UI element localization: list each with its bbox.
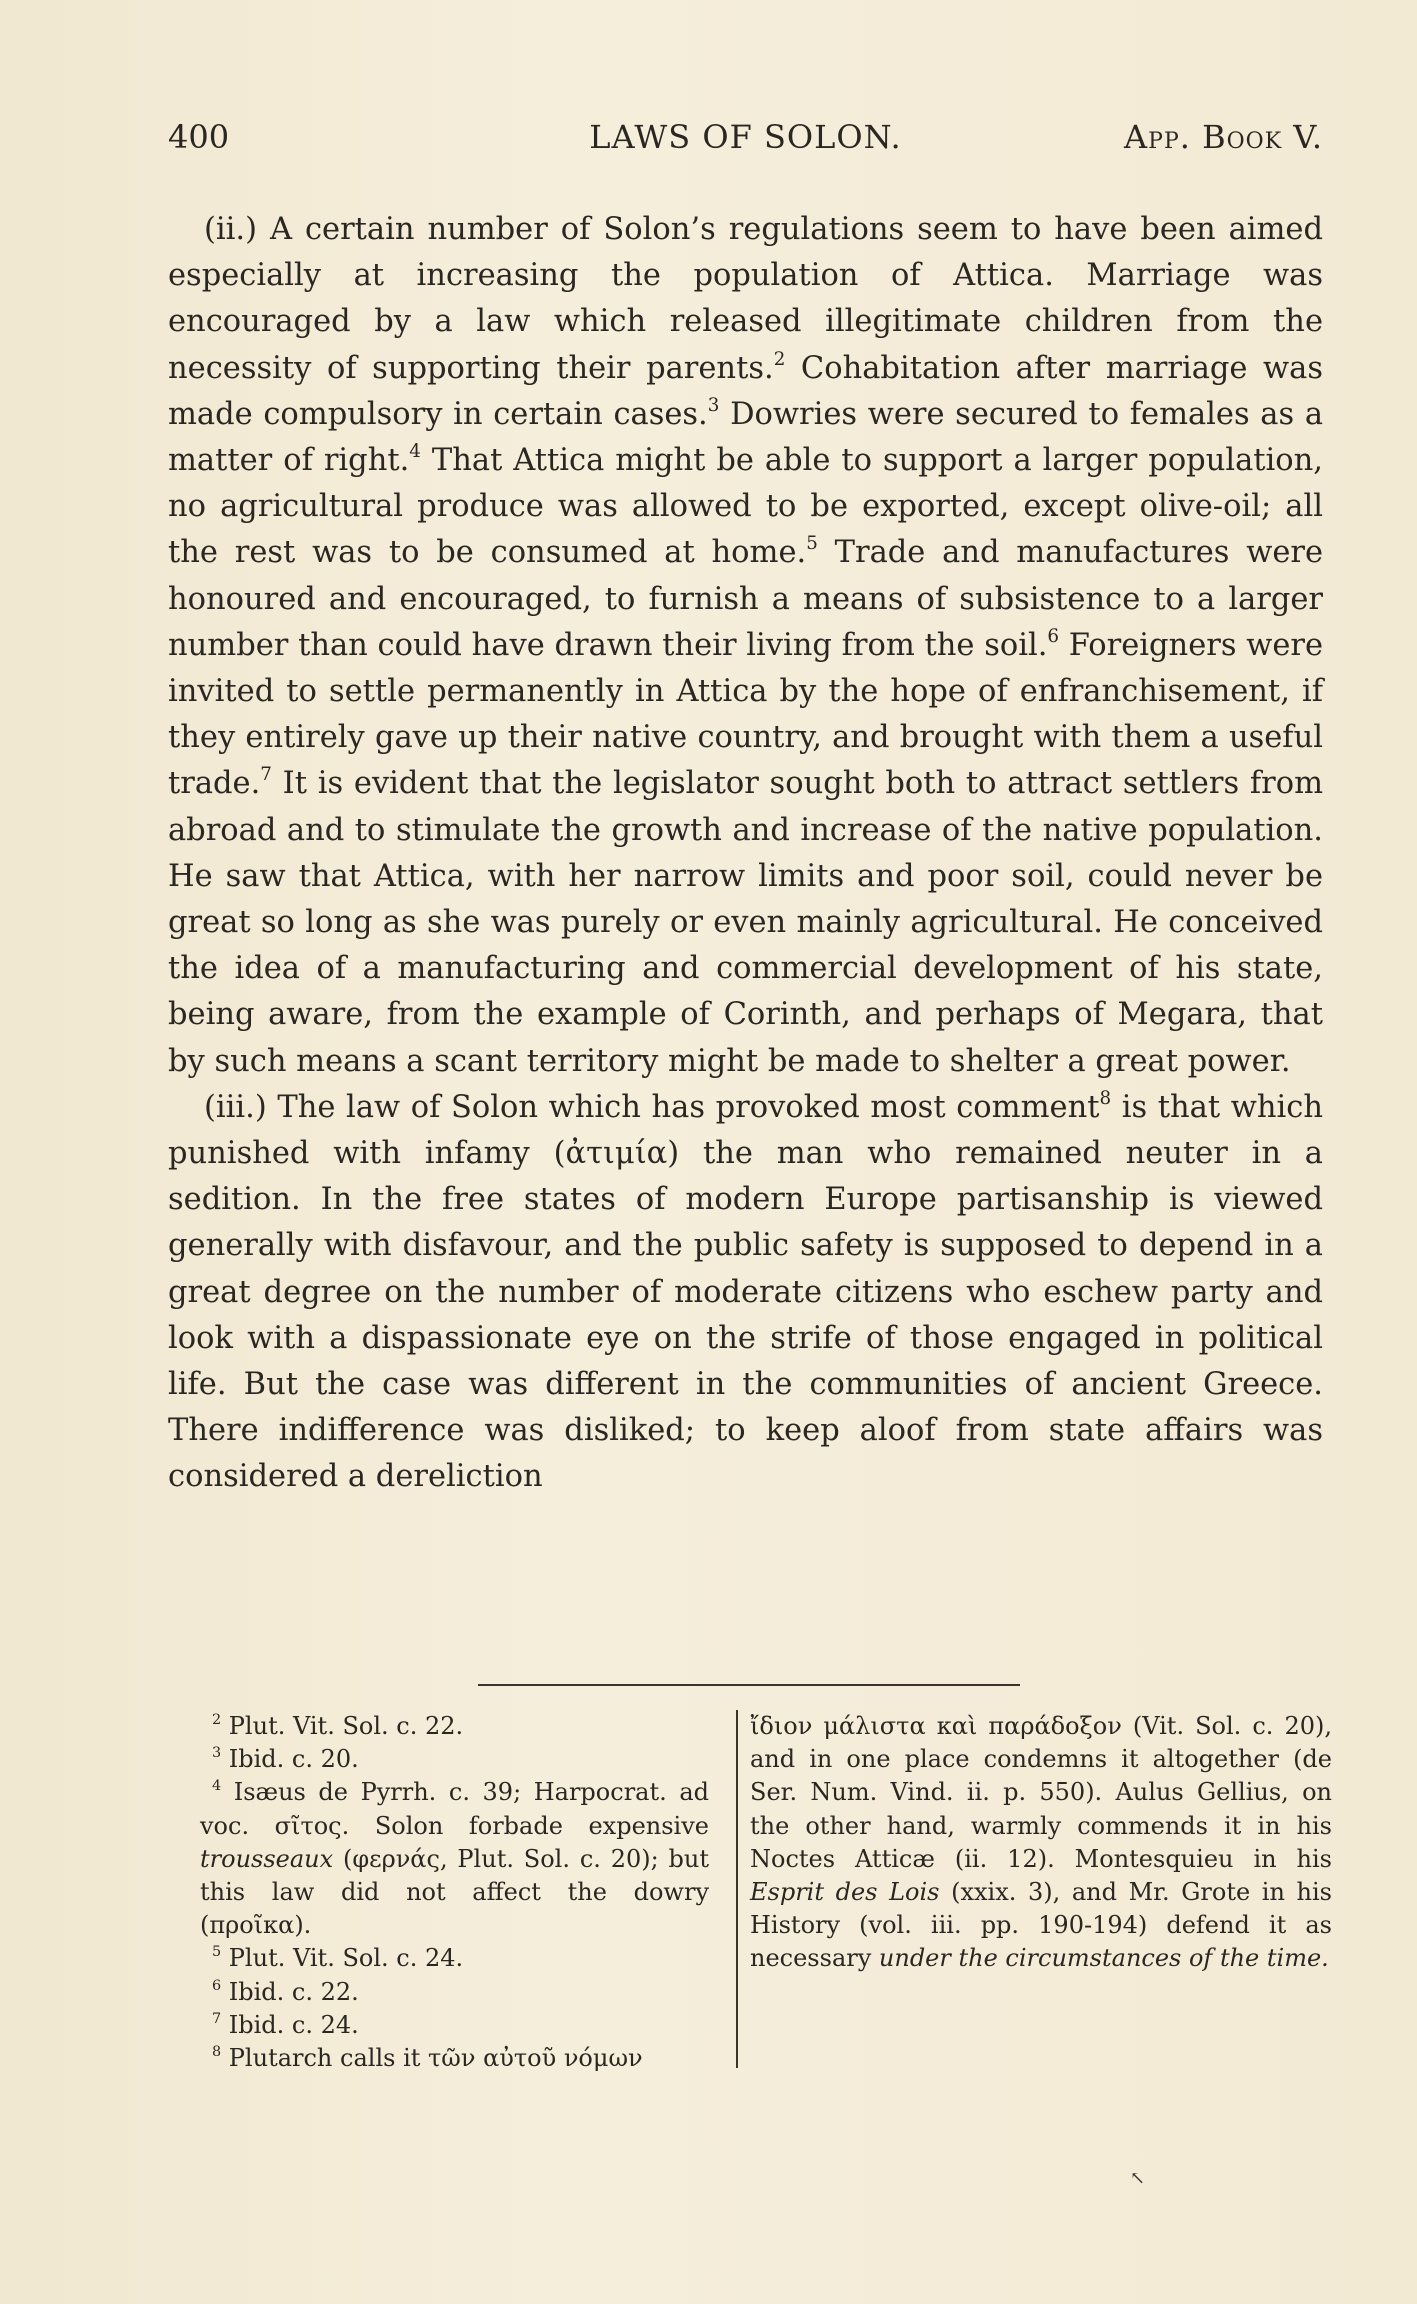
footnote-ref: 6 [1047, 626, 1060, 648]
footnote-italic-text: under the circumstances of the time. [878, 1944, 1329, 1973]
column-separator [736, 1710, 738, 2068]
footnote-number: 2 [212, 1711, 222, 1728]
footnote-5 [200, 1942, 709, 1975]
footnote-8-continued [750, 1710, 1332, 1976]
footnote-text: Ibid. c. 24. [221, 2010, 359, 2039]
footnote-number: 3 [212, 1745, 222, 1762]
footnote-2 [200, 1710, 709, 1743]
footnote-7 [200, 2009, 709, 2042]
footnote-6 [200, 1976, 709, 2009]
paragraph-iii [168, 1085, 1323, 1501]
footnote-ref: 7 [260, 764, 272, 786]
footnote-italic-text: trousseaux [200, 1844, 334, 1873]
footnote-text: (φερνάς, Plut. Sol. c. 20); but this law did not affect the dowry (προῖκα). [200, 1844, 709, 1940]
footnote-text: Ibid. c. 22. [221, 1977, 359, 2006]
footnote-number: 6 [212, 1977, 222, 1994]
footnote-number: 7 [212, 2010, 222, 2027]
footnote-ref: 8 [1099, 1088, 1112, 1110]
text-run: That Attica might be able to support a larger population, no agricultural produce was allowed to be exported, except olive-oil; all the rest was to be consumed at home. [168, 443, 1323, 571]
footnote-ref: 4 [409, 441, 421, 463]
running-title: LAWS OF SOLON. [589, 118, 902, 156]
margin-mark: ↖ [1130, 2168, 1146, 2189]
page-number: 400 [168, 118, 230, 156]
footnote-divider [478, 1684, 1020, 1686]
footnotes-left-column [200, 1710, 727, 2075]
footnote-text: Plut. Vit. Sol. c. 22. [221, 1712, 464, 1740]
footnote-text: ἴδιον μάλιστα καὶ παράδοξον (Vit. Sol. c. 20), and in one place condemns it altogether (de Ser. Num. Vind. ii. p. 550). Aulus Gellius, on the other hand, warmly commends it in his Noctes Atticæ (ii. 12). Montesquieu in his [750, 1712, 1332, 1873]
footnote-text: Plutarch calls it τῶν αὐτοῦ νόμων [221, 2044, 643, 2073]
footnote-ref: 2 [773, 348, 786, 370]
text-run: Trade and manufactures were honoured and encouraged, to furnish a means of subsistence to a larger number than could have drawn their living from the soil. [168, 535, 1324, 663]
footnote-text: Plut. Vit. Sol. c. 24. [221, 1944, 464, 1973]
footnote-italic-text: Esprit des Lois [750, 1878, 940, 1907]
text-run: It is evident that the legislator sought both to attract settlers from abroad and to stimulate the growth and increase of the native population. He saw that Attica, with her narrow limits and poor soil, could never be great so long as she was purely or even mainly agricultural. He conceived the idea of a manufacturing and commercial development of his state, being aware, from the example of Corinth, and perhaps of Megara, that by such means a scant territory might be made to shelter a great power. [168, 766, 1323, 1079]
paragraph-ii [168, 207, 1323, 1085]
footnote-ref: 5 [806, 533, 818, 555]
footnote-ref: 3 [707, 395, 720, 417]
book-reference: App. Book V. [1124, 118, 1323, 156]
footnote-3 [200, 1743, 709, 1776]
footnotes [200, 1710, 1335, 2080]
footnotes-right-column [750, 1710, 1332, 1976]
footnote-text: Ibid. c. 20. [221, 1745, 359, 1774]
text-run: (ii.) A certain number of Solon’s regulations seem to have been aimed especially at increasing the population of Attica. Marriage was encouraged by a law which released illegitimate children from the necessity of supporting their parents. [168, 212, 1323, 386]
footnote-number: 4 [212, 1778, 222, 1795]
text-run: (iii.) The law of Solon which has provoked most comment [204, 1089, 1100, 1125]
text-run: is that which punished with infamy (ἀτιμία) the man who remained neuter in a sedition. In the free states of modern Europe partisanship is viewed generally with disfavour, and the public safety is supposed to depend in a great degree on the number of moderate citizens who eschew party and look with a dispassionate eye on the strife of those engaged in political life. But the case was different in the communities of ancient Greece. There indifference was disliked; to keep aloof from state affairs was considered a dereliction [168, 1089, 1323, 1495]
text-run: Dowries were secured to females as a matter of right. [168, 396, 1323, 479]
footnote-4 [200, 1776, 709, 1942]
footnote-text: (xxix. 3), and Mr. Grote in his History (vol. iii. pp. 190-194) defend it as necessary [750, 1878, 1332, 1973]
main-text [168, 207, 1323, 1501]
footnote-number: 8 [212, 2043, 222, 2060]
footnote-text: Isæus de Pyrrh. c. 39; Harpocrat. ad voc. σῖτος. Solon forbade expensive [200, 1778, 709, 1840]
text-run: Foreigners were invited to settle permanently in Attica by the hope of enfranchisement, if they entirely gave up their native country, and brought with them a useful trade. [168, 627, 1323, 802]
text-run: Cohabitation after marriage was made compulsory in certain cases. [168, 350, 1323, 432]
footnote-number: 5 [212, 1944, 222, 1961]
running-header [168, 118, 1323, 168]
footnote-8 [200, 2042, 709, 2075]
